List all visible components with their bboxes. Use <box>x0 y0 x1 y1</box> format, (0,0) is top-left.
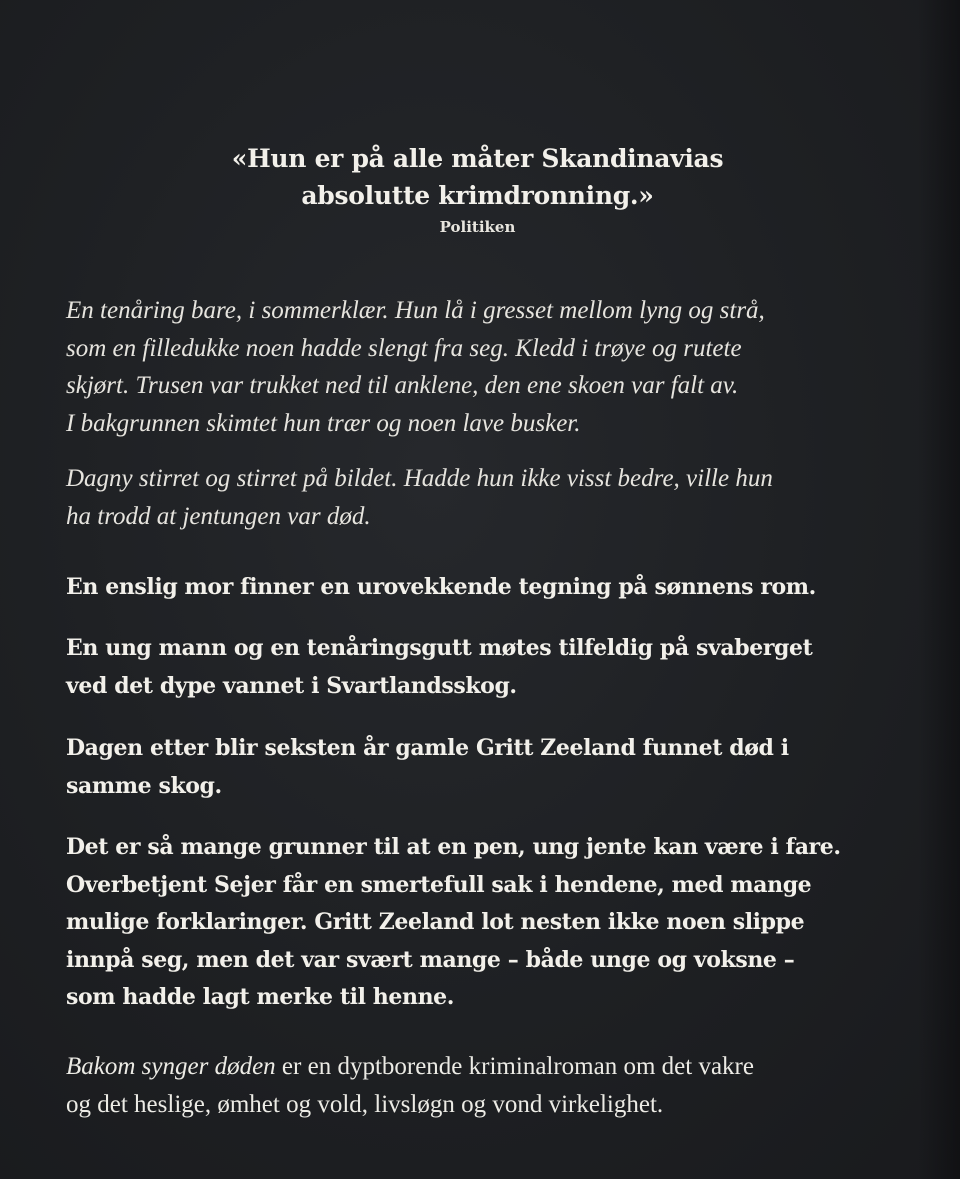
text-line: som en filledukke noen hadde slengt fra seg. Kledd i trøye og rutete <box>66 334 742 362</box>
text-line: Dagen etter blir seksten år gamle Gritt Zeeland funnet død i <box>66 735 789 761</box>
review-quote-line: absolutte krimdronning.» <box>301 181 654 210</box>
text-line: En ung mann og en tenåringsgutt møtes tilfeldig på svaberget <box>66 635 813 661</box>
text-line: som hadde lagt merke til henne. <box>66 984 455 1010</box>
text-line: En tenåring bare, i sommerklær. Hun lå i gresset mellom lyng og strå, <box>66 297 765 324</box>
review-quote <box>0 140 955 214</box>
text-line: samme skog. <box>66 772 222 799</box>
synopsis-paragraph-4 <box>66 829 916 1017</box>
text-line: ved det dype vannet i Svartlandsskog. <box>66 672 517 699</box>
synopsis-paragraph-2 <box>66 630 916 705</box>
text-line: Dagny stirret og stirret på bildet. Hadde hun ikke visst bedre, ville hun <box>66 465 773 492</box>
text-line: Det er så mange grunner til at en pen, ung jente kan være i fare. <box>66 834 841 860</box>
closing-line-rest: er en dyptborende kriminalroman om det vakre <box>275 1053 754 1080</box>
closing-paragraph <box>66 1048 916 1123</box>
text-line: Overbetjent Sejer får en smertefull sak i hendene, med mange <box>66 871 812 898</box>
excerpt-paragraph-2 <box>66 460 916 535</box>
text-line: mulige forklaringer. Gritt Zeeland lot nesten ikke noen slippe <box>66 909 805 935</box>
excerpt-paragraph-1 <box>66 292 916 442</box>
synopsis-paragraph-3 <box>66 730 916 805</box>
text-line: innpå seg, men det var svært mange – både unge og voksne – <box>66 946 795 973</box>
text-line: og det heslige, ømhet og vold, livsløgn og vond virkelighet. <box>66 1090 664 1118</box>
synopsis-paragraph-1 <box>66 569 916 607</box>
review-quote-block <box>0 140 955 236</box>
text-line: ha trodd at jentungen var død. <box>66 502 371 530</box>
book-title: Bakom synger døden <box>66 1053 276 1080</box>
text-line: skjørt. Trusen var trukket ned til anklene, den ene skoen var falt av. <box>66 372 739 399</box>
text-line <box>66 1048 916 1086</box>
review-quote-line: «Hun er på alle måter Skandinavias <box>231 144 724 173</box>
review-source: Politiken <box>439 218 516 236</box>
text-line: En enslig mor finner en urovekkende tegning på sønnens rom. <box>66 574 816 600</box>
text-line: I bakgrunnen skimtet hun trær og noen lave busker. <box>66 409 581 437</box>
